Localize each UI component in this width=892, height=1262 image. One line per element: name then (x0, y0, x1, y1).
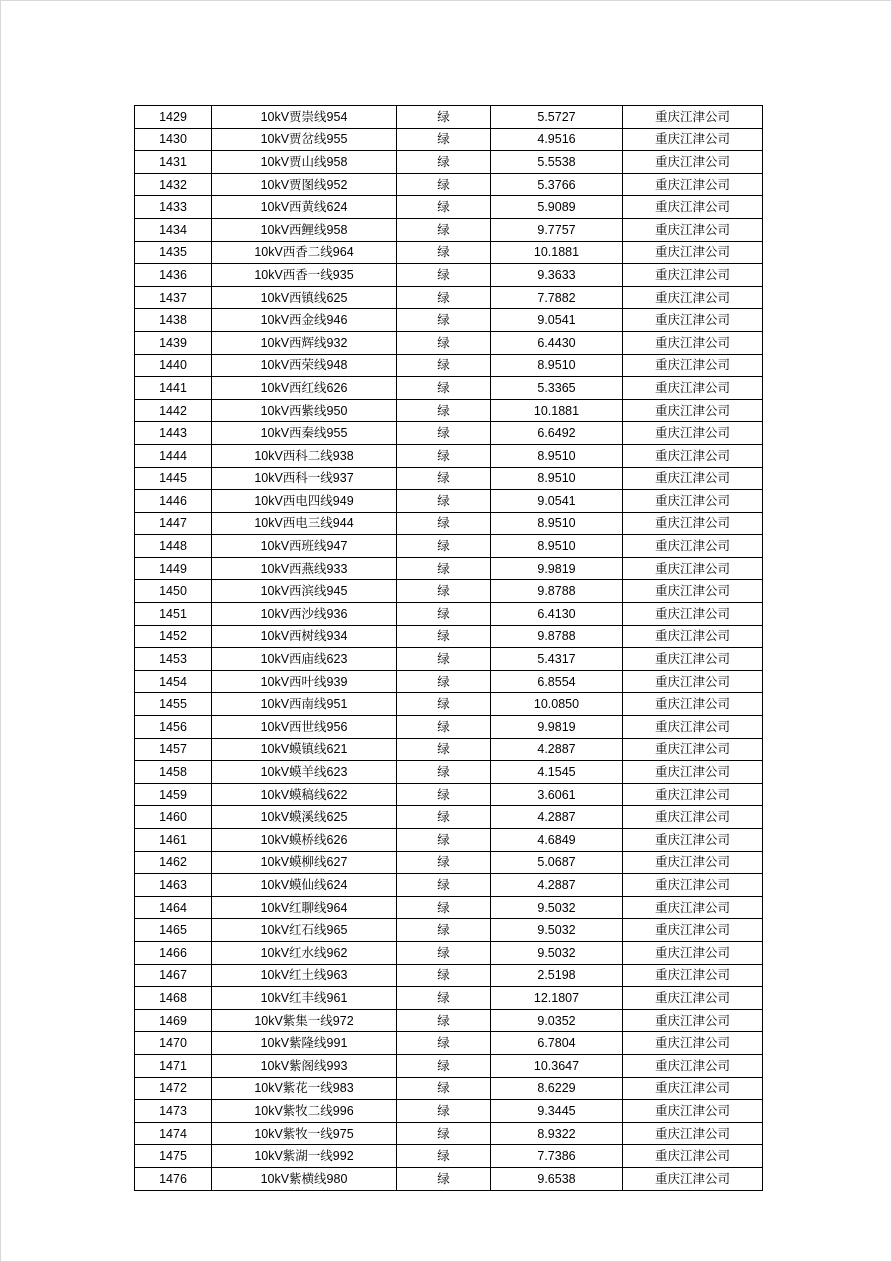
color-label: 绿 (397, 106, 491, 129)
company-name: 重庆江津公司 (623, 490, 763, 513)
color-label: 绿 (397, 490, 491, 513)
table-row (135, 1032, 763, 1055)
row-index: 1472 (135, 1077, 212, 1100)
table-row (135, 218, 763, 241)
table-row (135, 309, 763, 332)
table-row (135, 512, 763, 535)
value: 9.9819 (491, 557, 623, 580)
row-index: 1456 (135, 716, 212, 739)
table-row (135, 1167, 763, 1190)
line-name: 10kV蟆柳线627 (212, 851, 397, 874)
value: 9.5032 (491, 941, 623, 964)
table-row (135, 1100, 763, 1123)
color-label: 绿 (397, 399, 491, 422)
table-row (135, 535, 763, 558)
row-index: 1462 (135, 851, 212, 874)
row-index: 1464 (135, 896, 212, 919)
row-index: 1454 (135, 670, 212, 693)
value: 9.5032 (491, 896, 623, 919)
line-name: 10kV西沙线936 (212, 603, 397, 626)
line-name: 10kV西科一线937 (212, 467, 397, 490)
color-label: 绿 (397, 264, 491, 287)
table-row (135, 693, 763, 716)
line-name: 10kV西黄线624 (212, 196, 397, 219)
table-row (135, 490, 763, 513)
line-name: 10kV西叶线939 (212, 670, 397, 693)
value: 6.7804 (491, 1032, 623, 1055)
table-body (135, 106, 763, 1191)
table-row (135, 941, 763, 964)
value: 5.5538 (491, 151, 623, 174)
value: 4.1545 (491, 761, 623, 784)
line-name: 10kV蟆镇线621 (212, 738, 397, 761)
color-label: 绿 (397, 444, 491, 467)
table-row (135, 851, 763, 874)
company-name: 重庆江津公司 (623, 151, 763, 174)
line-name: 10kV西辉线932 (212, 331, 397, 354)
color-label: 绿 (397, 874, 491, 897)
company-name: 重庆江津公司 (623, 738, 763, 761)
company-name: 重庆江津公司 (623, 580, 763, 603)
company-name: 重庆江津公司 (623, 399, 763, 422)
value: 9.8788 (491, 580, 623, 603)
line-name: 10kV红丰线961 (212, 987, 397, 1010)
line-name: 10kV西科二线938 (212, 444, 397, 467)
row-index: 1461 (135, 829, 212, 852)
color-label: 绿 (397, 851, 491, 874)
line-name: 10kV西庙线623 (212, 648, 397, 671)
company-name: 重庆江津公司 (623, 128, 763, 151)
company-name: 重庆江津公司 (623, 1054, 763, 1077)
color-label: 绿 (397, 1100, 491, 1123)
company-name: 重庆江津公司 (623, 874, 763, 897)
line-name: 10kV西燕线933 (212, 557, 397, 580)
value: 4.2887 (491, 874, 623, 897)
color-label: 绿 (397, 422, 491, 445)
row-index: 1453 (135, 648, 212, 671)
value: 5.3365 (491, 377, 623, 400)
value: 8.9510 (491, 354, 623, 377)
color-label: 绿 (397, 196, 491, 219)
table-row (135, 331, 763, 354)
line-name: 10kV紫花一线983 (212, 1077, 397, 1100)
table-row (135, 1145, 763, 1168)
table-row (135, 625, 763, 648)
table-row (135, 151, 763, 174)
company-name: 重庆江津公司 (623, 264, 763, 287)
company-name: 重庆江津公司 (623, 557, 763, 580)
row-index: 1465 (135, 919, 212, 942)
row-index: 1470 (135, 1032, 212, 1055)
table-row (135, 377, 763, 400)
company-name: 重庆江津公司 (623, 603, 763, 626)
table-row (135, 467, 763, 490)
color-label: 绿 (397, 806, 491, 829)
row-index: 1468 (135, 987, 212, 1010)
row-index: 1463 (135, 874, 212, 897)
value: 3.6061 (491, 783, 623, 806)
table-row (135, 106, 763, 129)
company-name: 重庆江津公司 (623, 648, 763, 671)
value: 9.3445 (491, 1100, 623, 1123)
company-name: 重庆江津公司 (623, 331, 763, 354)
row-index: 1448 (135, 535, 212, 558)
table-row (135, 874, 763, 897)
value: 9.5032 (491, 919, 623, 942)
value: 8.9510 (491, 467, 623, 490)
table-row (135, 557, 763, 580)
color-label: 绿 (397, 331, 491, 354)
color-label: 绿 (397, 151, 491, 174)
company-name: 重庆江津公司 (623, 919, 763, 942)
row-index: 1433 (135, 196, 212, 219)
line-name: 10kV紫湖一线992 (212, 1145, 397, 1168)
color-label: 绿 (397, 987, 491, 1010)
table-row (135, 444, 763, 467)
company-name: 重庆江津公司 (623, 964, 763, 987)
table-row (135, 1054, 763, 1077)
row-index: 1436 (135, 264, 212, 287)
line-name: 10kV西树线934 (212, 625, 397, 648)
value: 10.1881 (491, 241, 623, 264)
line-name: 10kV西荣线948 (212, 354, 397, 377)
value: 9.8788 (491, 625, 623, 648)
table-row (135, 241, 763, 264)
company-name: 重庆江津公司 (623, 422, 763, 445)
line-name: 10kV红土线963 (212, 964, 397, 987)
value: 5.3766 (491, 173, 623, 196)
company-name: 重庆江津公司 (623, 106, 763, 129)
line-name: 10kV红石线965 (212, 919, 397, 942)
color-label: 绿 (397, 603, 491, 626)
value: 8.6229 (491, 1077, 623, 1100)
table-row (135, 806, 763, 829)
row-index: 1440 (135, 354, 212, 377)
table-row (135, 580, 763, 603)
company-name: 重庆江津公司 (623, 377, 763, 400)
row-index: 1434 (135, 218, 212, 241)
row-index: 1432 (135, 173, 212, 196)
color-label: 绿 (397, 354, 491, 377)
color-label: 绿 (397, 738, 491, 761)
row-index: 1460 (135, 806, 212, 829)
color-label: 绿 (397, 241, 491, 264)
company-name: 重庆江津公司 (623, 941, 763, 964)
line-name: 10kV西香一线935 (212, 264, 397, 287)
row-index: 1442 (135, 399, 212, 422)
line-name: 10kV贾崇线954 (212, 106, 397, 129)
line-name: 10kV西南线951 (212, 693, 397, 716)
row-index: 1430 (135, 128, 212, 151)
table-row (135, 128, 763, 151)
color-label: 绿 (397, 625, 491, 648)
row-index: 1474 (135, 1122, 212, 1145)
value: 6.6492 (491, 422, 623, 445)
table-row (135, 987, 763, 1010)
color-label: 绿 (397, 941, 491, 964)
line-name: 10kV蟆仙线624 (212, 874, 397, 897)
color-label: 绿 (397, 1122, 491, 1145)
value: 5.0687 (491, 851, 623, 874)
row-index: 1467 (135, 964, 212, 987)
company-name: 重庆江津公司 (623, 512, 763, 535)
row-index: 1444 (135, 444, 212, 467)
value: 9.6538 (491, 1167, 623, 1190)
line-name: 10kV紫横线980 (212, 1167, 397, 1190)
company-name: 重庆江津公司 (623, 851, 763, 874)
value: 6.4430 (491, 331, 623, 354)
value: 8.9322 (491, 1122, 623, 1145)
row-index: 1452 (135, 625, 212, 648)
company-name: 重庆江津公司 (623, 806, 763, 829)
row-index: 1471 (135, 1054, 212, 1077)
color-label: 绿 (397, 716, 491, 739)
line-name: 10kV紫阁线993 (212, 1054, 397, 1077)
color-label: 绿 (397, 896, 491, 919)
company-name: 重庆江津公司 (623, 716, 763, 739)
company-name: 重庆江津公司 (623, 693, 763, 716)
line-name: 10kV西鲤线958 (212, 218, 397, 241)
row-index: 1458 (135, 761, 212, 784)
table-row (135, 670, 763, 693)
table-row (135, 173, 763, 196)
color-label: 绿 (397, 919, 491, 942)
row-index: 1438 (135, 309, 212, 332)
table-row (135, 603, 763, 626)
row-index: 1459 (135, 783, 212, 806)
value: 8.9510 (491, 535, 623, 558)
value: 10.1881 (491, 399, 623, 422)
company-name: 重庆江津公司 (623, 196, 763, 219)
company-name: 重庆江津公司 (623, 444, 763, 467)
table-row (135, 354, 763, 377)
table-row (135, 1077, 763, 1100)
color-label: 绿 (397, 173, 491, 196)
color-label: 绿 (397, 128, 491, 151)
row-index: 1429 (135, 106, 212, 129)
table-row (135, 964, 763, 987)
row-index: 1451 (135, 603, 212, 626)
value: 9.3633 (491, 264, 623, 287)
company-name: 重庆江津公司 (623, 241, 763, 264)
color-label: 绿 (397, 309, 491, 332)
line-name: 10kV蟆羊线623 (212, 761, 397, 784)
company-name: 重庆江津公司 (623, 761, 763, 784)
color-label: 绿 (397, 1032, 491, 1055)
row-index: 1455 (135, 693, 212, 716)
table-row (135, 919, 763, 942)
color-label: 绿 (397, 1145, 491, 1168)
color-label: 绿 (397, 1167, 491, 1190)
line-name: 10kV西镇线625 (212, 286, 397, 309)
data-table-container (134, 105, 762, 1191)
company-name: 重庆江津公司 (623, 1077, 763, 1100)
company-name: 重庆江津公司 (623, 354, 763, 377)
line-name: 10kV蟆溪线625 (212, 806, 397, 829)
line-name: 10kV西紫线950 (212, 399, 397, 422)
company-name: 重庆江津公司 (623, 1032, 763, 1055)
value: 6.4130 (491, 603, 623, 626)
line-name: 10kV西金线946 (212, 309, 397, 332)
row-index: 1443 (135, 422, 212, 445)
table-row (135, 422, 763, 445)
table-row (135, 648, 763, 671)
value: 7.7882 (491, 286, 623, 309)
color-label: 绿 (397, 286, 491, 309)
line-name: 10kV西电三线944 (212, 512, 397, 535)
company-name: 重庆江津公司 (623, 173, 763, 196)
table-row (135, 264, 763, 287)
line-name: 10kV紫集一线972 (212, 1009, 397, 1032)
line-name: 10kV红聊线964 (212, 896, 397, 919)
row-index: 1446 (135, 490, 212, 513)
line-name: 10kV贾山线958 (212, 151, 397, 174)
line-name: 10kV红水线962 (212, 941, 397, 964)
table-row (135, 896, 763, 919)
row-index: 1466 (135, 941, 212, 964)
line-name: 10kV西秦线955 (212, 422, 397, 445)
line-name: 10kV蟆稿线622 (212, 783, 397, 806)
color-label: 绿 (397, 557, 491, 580)
color-label: 绿 (397, 535, 491, 558)
row-index: 1447 (135, 512, 212, 535)
color-label: 绿 (397, 467, 491, 490)
company-name: 重庆江津公司 (623, 1167, 763, 1190)
row-index: 1476 (135, 1167, 212, 1190)
value: 6.8554 (491, 670, 623, 693)
color-label: 绿 (397, 580, 491, 603)
line-name: 10kV紫牧一线975 (212, 1122, 397, 1145)
color-label: 绿 (397, 964, 491, 987)
color-label: 绿 (397, 783, 491, 806)
company-name: 重庆江津公司 (623, 670, 763, 693)
value: 4.2887 (491, 806, 623, 829)
company-name: 重庆江津公司 (623, 987, 763, 1010)
company-name: 重庆江津公司 (623, 783, 763, 806)
value: 9.0541 (491, 490, 623, 513)
value: 5.5727 (491, 106, 623, 129)
color-label: 绿 (397, 512, 491, 535)
value: 10.3647 (491, 1054, 623, 1077)
company-name: 重庆江津公司 (623, 467, 763, 490)
row-index: 1457 (135, 738, 212, 761)
table-row (135, 399, 763, 422)
color-label: 绿 (397, 1054, 491, 1077)
line-name: 10kV贾岔线955 (212, 128, 397, 151)
line-name: 10kV西红线626 (212, 377, 397, 400)
table-row (135, 1009, 763, 1032)
line-name: 10kV紫牧二线996 (212, 1100, 397, 1123)
table-row (135, 196, 763, 219)
value: 9.0541 (491, 309, 623, 332)
line-name: 10kV西香二线964 (212, 241, 397, 264)
company-name: 重庆江津公司 (623, 1122, 763, 1145)
company-name: 重庆江津公司 (623, 1100, 763, 1123)
value: 9.7757 (491, 218, 623, 241)
color-label: 绿 (397, 377, 491, 400)
row-index: 1441 (135, 377, 212, 400)
company-name: 重庆江津公司 (623, 1009, 763, 1032)
row-index: 1450 (135, 580, 212, 603)
company-name: 重庆江津公司 (623, 829, 763, 852)
table-row (135, 286, 763, 309)
color-label: 绿 (397, 218, 491, 241)
value: 8.9510 (491, 444, 623, 467)
row-index: 1431 (135, 151, 212, 174)
value: 4.6849 (491, 829, 623, 852)
company-name: 重庆江津公司 (623, 309, 763, 332)
line-name: 10kV贾图线952 (212, 173, 397, 196)
color-label: 绿 (397, 829, 491, 852)
row-index: 1473 (135, 1100, 212, 1123)
row-index: 1475 (135, 1145, 212, 1168)
value: 12.1807 (491, 987, 623, 1010)
color-label: 绿 (397, 761, 491, 784)
row-index: 1449 (135, 557, 212, 580)
value: 8.9510 (491, 512, 623, 535)
color-label: 绿 (397, 648, 491, 671)
company-name: 重庆江津公司 (623, 625, 763, 648)
table-row (135, 716, 763, 739)
color-label: 绿 (397, 693, 491, 716)
company-name: 重庆江津公司 (623, 1145, 763, 1168)
table-row (135, 783, 763, 806)
color-label: 绿 (397, 670, 491, 693)
data-table (134, 105, 763, 1191)
row-index: 1445 (135, 467, 212, 490)
color-label: 绿 (397, 1077, 491, 1100)
table-row (135, 829, 763, 852)
value: 9.0352 (491, 1009, 623, 1032)
row-index: 1437 (135, 286, 212, 309)
line-name: 10kV西滨线945 (212, 580, 397, 603)
row-index: 1469 (135, 1009, 212, 1032)
value: 5.4317 (491, 648, 623, 671)
line-name: 10kV西世线956 (212, 716, 397, 739)
color-label: 绿 (397, 1009, 491, 1032)
value: 9.9819 (491, 716, 623, 739)
company-name: 重庆江津公司 (623, 535, 763, 558)
row-index: 1439 (135, 331, 212, 354)
table-row (135, 761, 763, 784)
value: 10.0850 (491, 693, 623, 716)
value: 5.9089 (491, 196, 623, 219)
value: 4.2887 (491, 738, 623, 761)
value: 4.9516 (491, 128, 623, 151)
line-name: 10kV紫隆线991 (212, 1032, 397, 1055)
company-name: 重庆江津公司 (623, 286, 763, 309)
company-name: 重庆江津公司 (623, 896, 763, 919)
value: 2.5198 (491, 964, 623, 987)
table-row (135, 738, 763, 761)
line-name: 10kV西电四线949 (212, 490, 397, 513)
table-row (135, 1122, 763, 1145)
value: 7.7386 (491, 1145, 623, 1168)
line-name: 10kV蟆桥线626 (212, 829, 397, 852)
company-name: 重庆江津公司 (623, 218, 763, 241)
line-name: 10kV西班线947 (212, 535, 397, 558)
row-index: 1435 (135, 241, 212, 264)
